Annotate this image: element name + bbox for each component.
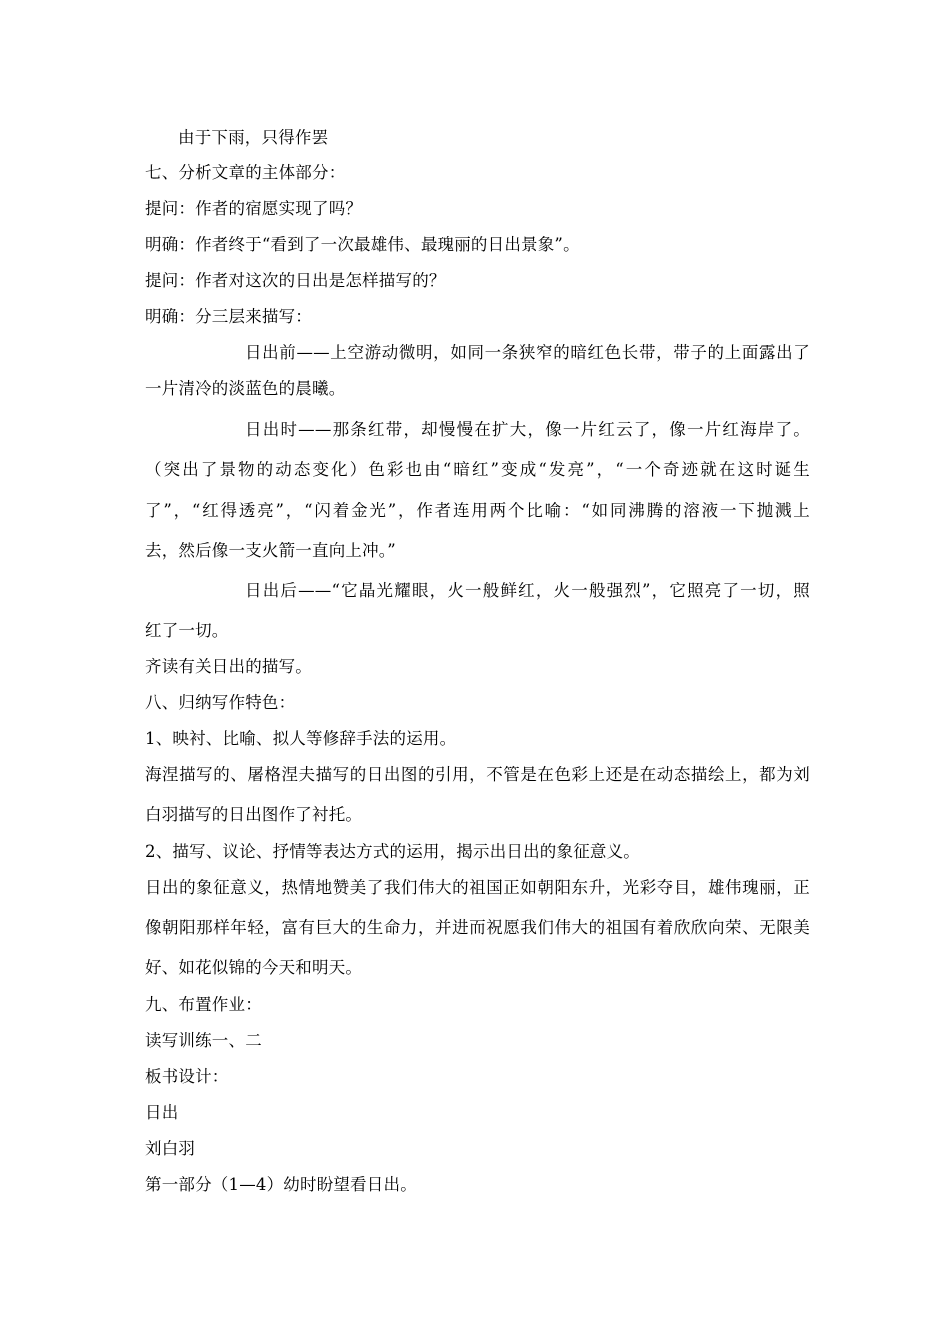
text-line: 齐读有关日出的描写。 — [145, 657, 312, 676]
text-line: 日出时——那条红带，却慢慢在扩大，像一片红云了，像一片红海岸了。 — [245, 420, 810, 439]
text-line: 提问：作者的宿愿实现了吗？ — [145, 199, 363, 218]
text-line: 一片清冷的淡蓝色的晨曦。 — [145, 379, 346, 398]
text-line: 1、映衬、比喻、拟人等修辞手法的运用。 — [145, 729, 457, 748]
text-line: 第一部分（1—4）幼时盼望看日出。 — [145, 1175, 417, 1194]
text-line: 明确：分三层来描写： — [145, 307, 312, 326]
section-heading: 七、分析文章的主体部分： — [145, 163, 346, 182]
text-line: 读写训练一、二 — [145, 1031, 262, 1050]
text-line: 板书设计： — [145, 1067, 229, 1086]
text-line: 红了一切。 — [145, 621, 229, 640]
text-line: 海涅描写的、屠格涅夫描写的日出图的引用，不管是在色彩上还是在动态描绘上，都为刘 — [145, 765, 810, 784]
text-line: 日出后——“它晶光耀眼，火一般鲜红，火一般强烈”，它照亮了一切，照 — [245, 581, 810, 600]
text-line: 日出前——上空游动微明，如同一条狭窄的暗红色长带，带子的上面露出了 — [245, 343, 810, 362]
text-line: 白羽描写的日出图作了衬托。 — [145, 805, 363, 824]
text-line: 好、如花似锦的今天和明天。 — [145, 958, 363, 977]
text-line: 了”，“红得透亮”，“闪着金光”，作者连用两个比喻：“如同沸腾的溶液一下抛溅上 — [145, 501, 810, 520]
section-heading: 九、布置作业： — [145, 995, 262, 1014]
text-line: 去，然后像一支火箭一直向上冲。” — [145, 541, 396, 560]
text-line: 日出的象征意义，热情地赞美了我们伟大的祖国正如朝阳东升，光彩夺目，雄伟瑰丽，正 — [145, 878, 810, 897]
text-line: 刘白羽 — [145, 1139, 196, 1158]
text-line: 由于下雨，只得作罢 — [178, 128, 329, 147]
text-line: 明确：作者终于“看到了一次最雄伟、最瑰丽的日出景象”。 — [145, 235, 580, 254]
text-line: 像朝阳那样年轻，富有巨大的生命力，并进而祝愿我们伟大的祖国有着欣欣向荣、无限美 — [145, 918, 810, 937]
text-line: 提问：作者对这次的日出是怎样描写的？ — [145, 271, 446, 290]
text-line: 日出 — [145, 1103, 179, 1122]
section-heading: 八、归纳写作特色： — [145, 693, 296, 712]
text-line: （突出了景物的动态变化）色彩也由“暗红”变成“发亮”，“一个奇迹就在这时诞生 — [145, 460, 810, 479]
text-line: 2、描写、议论、抒情等表达方式的运用，揭示出日出的象征意义。 — [145, 842, 640, 861]
